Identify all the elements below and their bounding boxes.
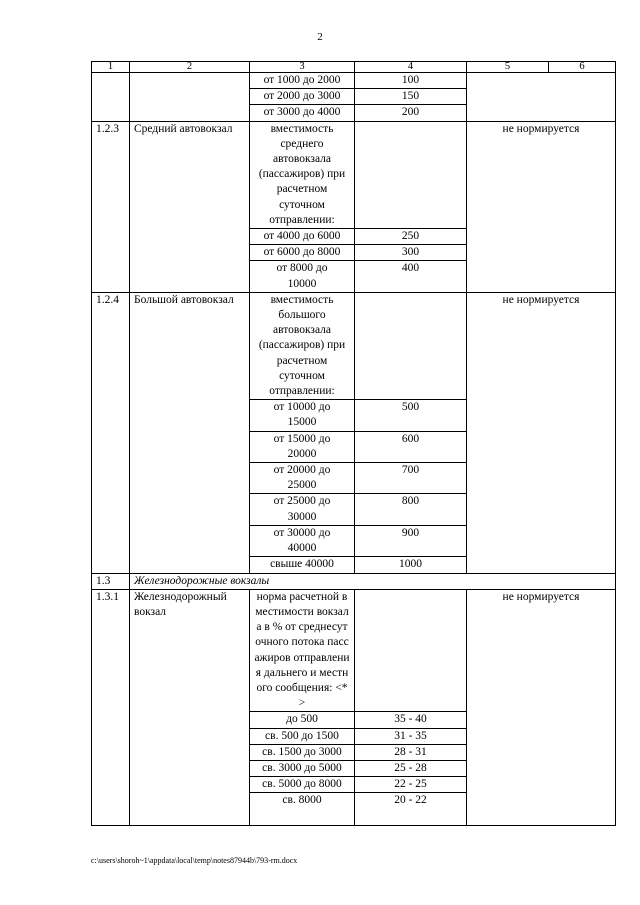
table-row <box>92 589 616 712</box>
value-cell: 250 <box>355 229 467 245</box>
name-cell: Большой автовокзал <box>130 292 250 573</box>
range-cell: от 3000 до 4000 <box>250 105 355 121</box>
number-cell: 1.3.1 <box>92 589 130 826</box>
table-row <box>92 73 616 89</box>
number-cell: 1.2.4 <box>92 292 130 573</box>
table-row <box>92 292 616 399</box>
value-cell: 400 <box>355 261 467 292</box>
range-cell: от 10000 до 15000 <box>250 400 355 431</box>
header-cell-6: 6 <box>549 62 616 73</box>
normative-table <box>91 61 616 826</box>
value-cell: 600 <box>355 431 467 462</box>
value-cell: 300 <box>355 245 467 261</box>
header-cell-5: 5 <box>467 62 549 73</box>
name-cell <box>130 73 250 122</box>
range-cell: до 500 <box>250 712 355 728</box>
header-cell-3: 3 <box>250 62 355 73</box>
range-cell: св. 5000 до 8000 <box>250 777 355 793</box>
range-cell: свыше 40000 <box>250 557 355 573</box>
value-cell <box>355 589 467 712</box>
range-cell: от 6000 до 8000 <box>250 245 355 261</box>
section-row <box>92 573 616 589</box>
value-cell: 1000 <box>355 557 467 573</box>
description-cell: вместимость большого автовокзала (пассажиров) при расчетном суточном отправлении: <box>250 292 355 399</box>
range-cell: св. 8000 <box>250 793 355 826</box>
number-cell: 1.2.3 <box>92 121 130 292</box>
value-cell: 800 <box>355 494 467 525</box>
value-cell: 150 <box>355 89 467 105</box>
range-cell: от 15000 до 20000 <box>250 431 355 462</box>
range-cell: от 25000 до 30000 <box>250 494 355 525</box>
range-cell: от 1000 до 2000 <box>250 73 355 89</box>
value-cell: 700 <box>355 463 467 494</box>
value-cell: 500 <box>355 400 467 431</box>
value-cell: 200 <box>355 105 467 121</box>
value-cell: 900 <box>355 525 467 556</box>
table-row <box>92 121 616 228</box>
description-cell: вместимость среднего автовокзала (пассажиров) при расчетном суточном отправлении: <box>250 121 355 228</box>
section-title: Железнодорожные вокзалы <box>130 573 616 589</box>
value-cell <box>355 292 467 399</box>
value-cell: 35 - 40 <box>355 712 467 728</box>
name-cell: Железнодорожный вокзал <box>130 589 250 826</box>
header-row <box>92 62 616 73</box>
value-cell: 28 - 31 <box>355 744 467 760</box>
page-number: 2 <box>317 31 323 43</box>
norm-cell <box>467 73 616 122</box>
header-cell-1: 1 <box>92 62 130 73</box>
value-cell: 31 - 35 <box>355 728 467 744</box>
value-cell <box>355 121 467 228</box>
header-cell-2: 2 <box>130 62 250 73</box>
range-cell: от 4000 до 6000 <box>250 229 355 245</box>
range-cell: от 8000 до 10000 <box>250 261 355 292</box>
range-cell: св. 500 до 1500 <box>250 728 355 744</box>
value-cell: 22 - 25 <box>355 777 467 793</box>
value-cell: 25 - 28 <box>355 760 467 776</box>
range-cell: от 20000 до 25000 <box>250 463 355 494</box>
range-cell: св. 3000 до 5000 <box>250 760 355 776</box>
name-cell: Средний автовокзал <box>130 121 250 292</box>
norm-cell: не нормируется <box>467 589 616 826</box>
description-cell: норма расчетной вместимости вокзала в % от среднесуточного потока пассажиров отправления дальнего и местного сообщения: <*> <box>250 589 355 712</box>
norm-cell: не нормируется <box>467 292 616 573</box>
range-cell: от 30000 до 40000 <box>250 525 355 556</box>
header-cell-4: 4 <box>355 62 467 73</box>
file-path-footer: c:\users\shoroh~1\appdata\local\temp\notes87944b\793-rm.docx <box>91 856 298 865</box>
value-cell: 20 - 22 <box>355 793 467 826</box>
range-cell: св. 1500 до 3000 <box>250 744 355 760</box>
number-cell: 1.3 <box>92 573 130 589</box>
range-cell: от 2000 до 3000 <box>250 89 355 105</box>
value-cell: 100 <box>355 73 467 89</box>
number-cell <box>92 73 130 122</box>
norm-cell: не нормируется <box>467 121 616 292</box>
